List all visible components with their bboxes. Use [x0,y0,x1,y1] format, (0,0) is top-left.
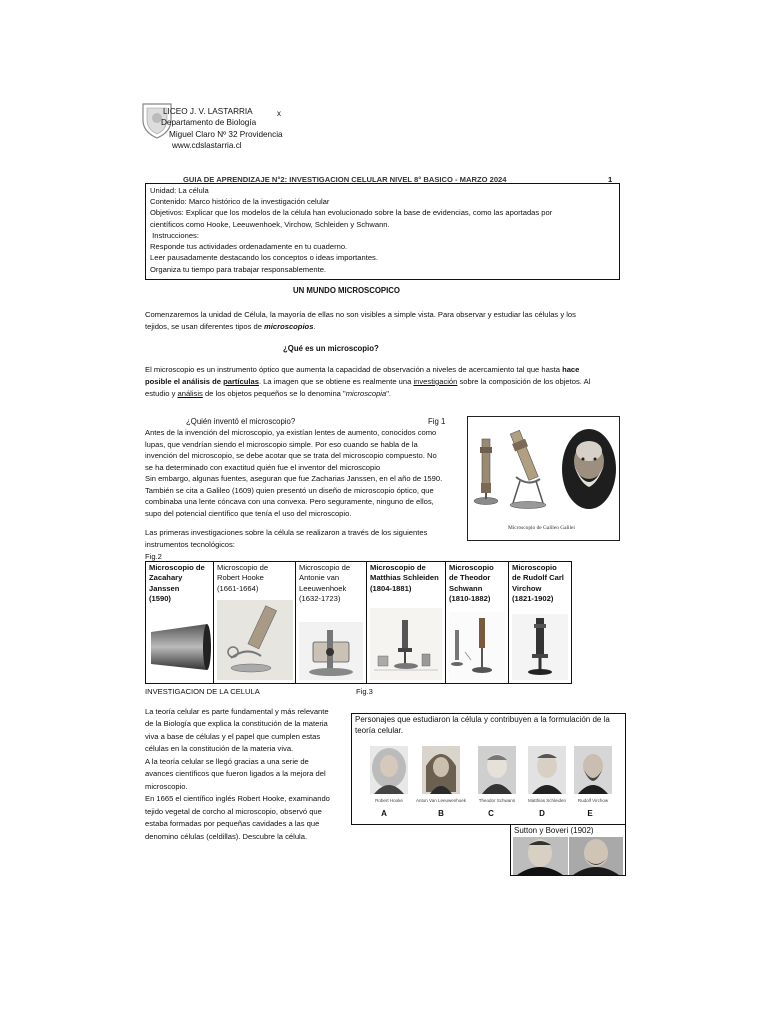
intro-paragraph [145,309,576,333]
cell-theory-line: denomino células (celdillas). Descubre la célula. [145,831,308,841]
guide-title: GUIA DE APRENDIZAJE N°2: INVESTIGACION CELULAR NIVEL 8° BASICO - MARZO 2024 [183,175,507,184]
invention-line: combinaba una lente cóncava con una convexa. Pero seguramente, ninguno de ellos, [145,497,434,507]
instruments-intro-line: instrumentos tecnológicos: [145,539,235,549]
caption-line: Microscopio [449,563,494,572]
caption-line: (1804-1881) [370,583,412,593]
intro-line-1: Comenzaremos la unidad de Célula, la mayoría de ellas no son visibles a simple vista. Para observar y estudiar las células y los [145,310,576,319]
instrument-caption [296,562,366,605]
cell-theory-paragraph [145,706,330,843]
cell-theory-line: células en la constitución de la materia viva. [145,744,294,754]
portrait-leeuwenhoek [422,746,460,794]
cell-theory-line: de la Biología que explica la constitución de la materia [145,719,328,729]
portrait-virchow [574,746,612,794]
cell-theory-line: tejido vegetal de corcho al microscopio, observó que [145,806,322,816]
intro-period: . [313,321,316,331]
sutton-boveri-box [510,824,626,876]
caption-line: Virchow [512,583,542,593]
def-line-1 [145,364,590,376]
scientists-title-line: teoría celular. [355,725,404,735]
department-name: Departamento de Biología [161,118,257,128]
invention-line: Antes de la invención del microscopio, ya existían lentes de aumento, conocidos como [145,428,437,437]
caption-line: (1810-1882) [449,593,491,603]
def-text: sobre la composición de los objetos. Al [457,376,591,386]
def-text: ". [386,388,392,398]
instruction-2: Leer pausadamente destacando los conceptos o ideas importantes. [150,253,378,263]
portrait-schleiden [528,746,566,794]
def-bold: hace [562,365,580,374]
content-line: Contenido: Marco histórico de la investigación celular [150,197,330,207]
leeuwenhoek-microscope-image [299,622,363,680]
fig3-label: Fig.3 [356,687,373,696]
scientist-letter: A [381,809,387,818]
school-name: LICEO J. V. LASTARRIA [163,107,253,116]
def-text: estudio y [145,388,178,398]
instrument-cell-virchow [509,562,573,683]
caption-line: Zacahary [149,573,183,583]
scientists-title [352,714,625,738]
school-info [163,106,283,151]
instrument-cell-janssen [146,562,214,683]
caption-line: Microscopio de [299,563,351,572]
objective-line-2: científicos como Hooke, Leeuwenhoek, Virchow, Schleiden y Schwann. [150,219,390,229]
cell-theory-line: La teoría celular es parte fundamental y más relevante [145,707,329,716]
caption-line: Microscopio [512,563,557,572]
instruments-intro [145,527,427,562]
scientists-title-line: Personajes que estudiaron la célula y contribuyen a la formulación de la [355,715,610,724]
cell-theory-line: viva a base de células y el papel que cumplen estas [145,731,321,741]
section-title-what-is: ¿Qué es un microscopio? [283,344,379,353]
cell-theory-line: microscopio. [145,781,188,791]
scientist-letter: B [438,809,444,818]
invention-line: También se cita a Galileo (1609) quien presentó un diseño de microscopio óptico, que [145,485,434,495]
invention-line: lupas, que vendrían siendo el microscopio simple. Por eso cuando se habla de la [145,439,418,449]
caption-line: Antonie van [299,573,340,583]
scientist-name: Theodor Schwann [478,798,516,803]
fig2-label: Fig.2 [145,551,162,561]
scientist-name: Rudolf Virchow [577,798,609,803]
instrument-caption [509,562,573,605]
scientist-name: Robert Hooke [375,798,403,803]
janssen-microscope-image [149,618,211,680]
header-mark: x [277,109,281,118]
virchow-microscope-image [512,614,568,680]
caption-line: (1632-1723) [299,593,341,603]
caption-line: Matthias Schleiden [370,573,439,583]
def-underlined: análisis [177,388,203,398]
instruction-1: Responde tus actividades ordenadamente en tu cuaderno. [150,242,348,252]
def-italic: microscopia [345,388,387,398]
caption-line: Microscopio de [217,563,269,572]
microscope-definition [145,364,590,399]
instrument-cell-leeuwenhoek [296,562,367,683]
invention-paragraph [145,427,442,519]
scientist-letter: E [587,809,593,818]
def-underlined: partículas [223,376,259,386]
def-underlined: investigación [413,376,458,386]
section-title-who-invented: ¿Quién inventó el microscopio? [186,417,296,426]
caption-line: de Theodor [449,573,491,583]
investigation-title: INVESTIGACION DE LA CELULA [145,687,260,696]
def-bold: posible el análisis de [145,376,224,386]
objective-line-1: Objetivos: Explicar que los modelos de la célula han evolucionado sobre la base de evidencias, como las aportadas por [150,208,553,218]
school-website: www.cdslastarria.cl [172,140,242,150]
instrument-cell-schwann [446,562,509,683]
def-text: de los objetos pequeños se lo denomina " [202,388,346,398]
scientist-letter: C [488,809,494,818]
sutton-boveri-portraits [511,837,625,875]
objectives-box [145,183,620,280]
intro-text: tejidos, se usan diferentes tipos de [145,321,265,331]
caption-line: Robert Hooke [217,573,264,583]
scientist-name: Matthias Schleiden [527,798,567,803]
instrument-caption [367,562,445,595]
unit-line: Unidad: La célula [150,186,209,195]
sutton-boveri-label: Sutton y Boveri (1902) [514,826,594,835]
def-line-3 [145,388,590,400]
instruments-table [145,561,572,684]
section-title-main: UN MUNDO MICROSCOPICO [293,286,400,295]
cell-theory-line: En 1665 el científico inglés Robert Hooke, examinando [145,794,330,804]
invention-line: supo del potencial científico que tenía el uso del microscopio. [145,508,352,518]
portrait-schwann [478,746,516,794]
scientist-name: Anton Van Leeuwenhoek [416,798,466,803]
caption-line: Janssen [149,583,180,593]
school-address: Miguel Claro Nº 32 Providencia [169,129,283,139]
instrument-cell-hooke [214,562,296,683]
def-line-2 [145,376,590,388]
caption-line: de Rudolf Carl [512,573,564,583]
invention-line: invención del microscopio, se debe acotar que se trata del microscopio compuesto. No [145,451,437,461]
instrument-cell-schleiden [367,562,446,683]
galileo-microscope-illustration [468,417,619,540]
cell-theory-line: estaba formadas por pequeñas cavidades a las que [145,819,320,829]
invention-line: Sin embargo, algunas fuentes, aseguran que fue Zacharias Janssen, en el año de 1590. [145,474,443,484]
scientists-box [351,713,626,825]
schleiden-microscope-image [370,608,442,680]
def-text: . La imagen que se obtiene es realmente una [258,376,414,386]
caption-line: Leeuwenhoek [299,583,347,593]
instrument-caption [214,562,295,595]
instructions-label: Instrucciones: [150,230,199,240]
portrait-hooke [370,746,408,794]
intro-line-2 [145,321,576,333]
instruments-intro-line: Las primeras investigaciones sobre la célula se realizaron a través de los siguientes [145,528,428,537]
page-number: 1 [608,175,613,184]
fig1-image [467,416,620,541]
invention-line: se ha determinado con exactitud quién fue el inventor del microscopio [145,462,381,472]
caption-line: Microscopio de [370,563,426,572]
cell-theory-line: A la teoría celular se llegó gracias a una serie de [145,756,309,766]
cell-theory-line: avances científicos que fueron ligados a la mejora del [145,769,326,779]
fig1-label: Fig 1 [428,417,446,426]
caption-line: Microscopio de [149,563,205,572]
hooke-microscope-image [217,600,293,680]
fig1-caption: Microscopio de Galileo Galilei [508,525,575,531]
scientist-letter: D [539,809,545,818]
caption-line: (1821-1902) [512,593,554,603]
schwann-microscope-image [449,612,505,680]
caption-line: (1661-1664) [217,583,259,593]
instruction-3: Organiza tu tiempo para trabajar responsablemente. [150,264,327,274]
def-text: El microscopio es un instrumento óptico que aumenta la capacidad de observación a niveles de acercamiento tal que hasta [145,365,563,374]
caption-line: Schwann [449,583,483,593]
caption-line: (1590) [149,593,171,603]
instrument-caption [446,562,508,605]
intro-emphasis: microscopios [264,321,314,331]
instrument-caption [146,562,213,605]
